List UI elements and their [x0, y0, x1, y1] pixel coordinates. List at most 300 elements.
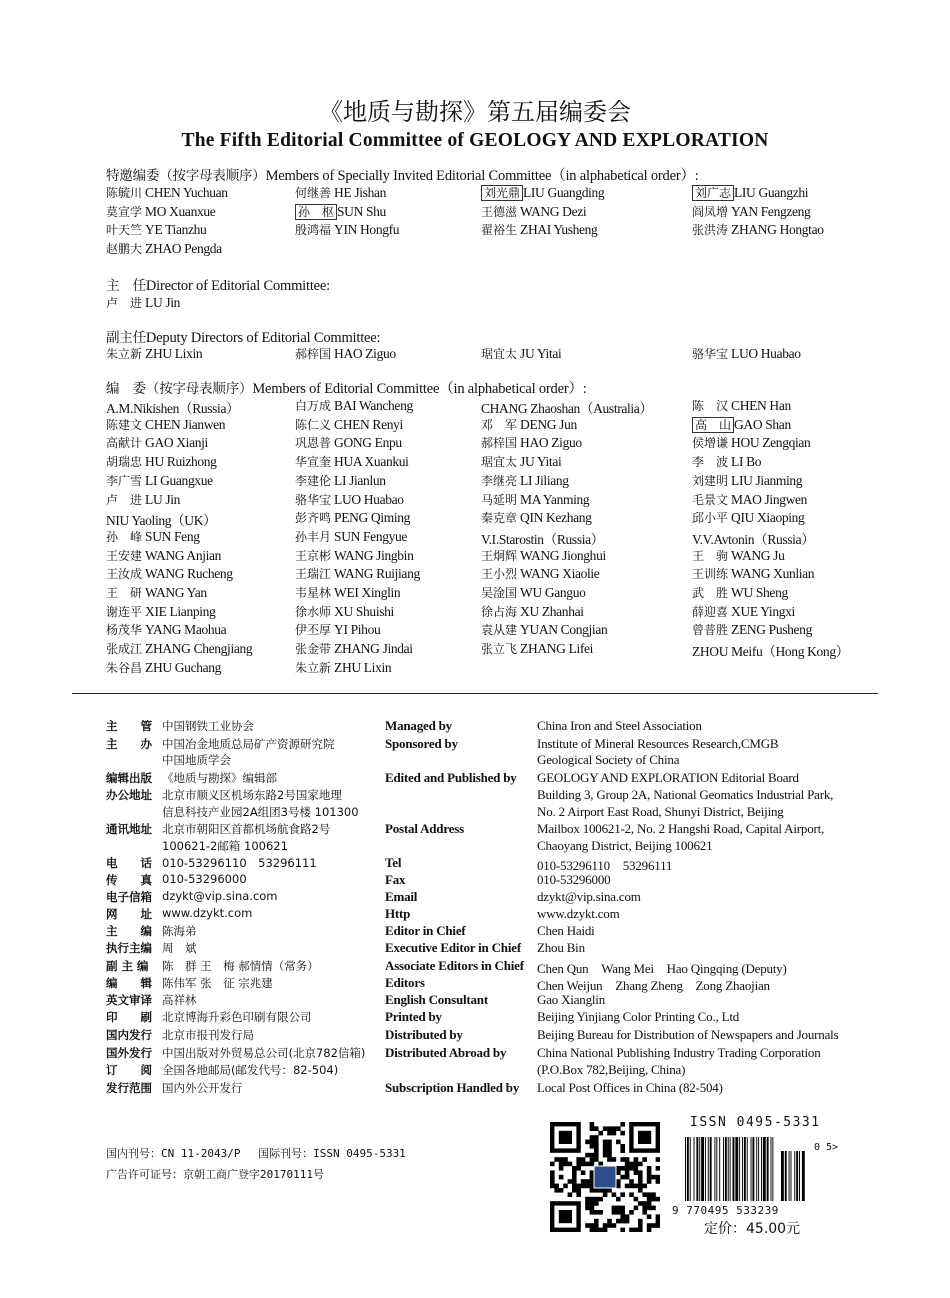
qr-module — [590, 1210, 595, 1215]
qr-module — [616, 1170, 621, 1175]
masthead-en-value: (P.O.Box 782,Beijing, China) — [537, 1062, 686, 1077]
member-name-cn: 郝梓国 — [295, 347, 332, 361]
qr-module — [642, 1192, 647, 1197]
member-name — [481, 453, 561, 470]
qr-module — [647, 1197, 652, 1202]
member-name-en: SUN Fengyue — [334, 528, 408, 544]
qr-module — [656, 1219, 660, 1224]
director-heading — [106, 274, 330, 295]
qr-module — [656, 1223, 660, 1228]
member-name-cn: 袁从建 — [481, 623, 518, 638]
qr-module — [576, 1192, 581, 1197]
barcode-bar — [719, 1137, 720, 1201]
barcode-bar — [767, 1137, 769, 1201]
masthead-en-value: Chaoyang District, Beijing 100621 — [537, 838, 713, 853]
masthead-cn-value: 北京博海升彩色印刷有限公司 — [162, 1010, 312, 1024]
footer-registration: 国内刊号：CN 11-2043/P 国际刊号：ISSN 0495-5331 — [106, 1147, 406, 1160]
qr-module — [620, 1157, 625, 1162]
masthead-en-value: Institute of Mineral Resources Research,CMGB — [537, 736, 779, 751]
qr-module — [629, 1162, 634, 1167]
qr-module — [607, 1188, 612, 1193]
masthead-cn-label: 国内发行 — [106, 1028, 152, 1042]
masthead-en-label: Executive Editor in Chief — [385, 940, 521, 955]
member-name-en: XU Shuishi — [334, 603, 394, 619]
member-name-cn: 谢连平 — [106, 604, 143, 619]
member-name-en: HU Ruizhong — [145, 454, 217, 470]
member-name-cn: 朱立新 — [106, 347, 143, 361]
qr-module — [590, 1153, 595, 1158]
member-name-cn: 王训练 — [692, 567, 729, 582]
member-name-cn: 王安建 — [106, 548, 143, 563]
qr-finder — [559, 1131, 572, 1144]
member-name-cn: 白万成 — [295, 399, 332, 413]
member-name — [106, 528, 200, 545]
member-name-cn: 卢 进 — [106, 296, 143, 310]
barcode-bar — [730, 1137, 731, 1201]
masthead-en-value: Geological Society of China — [537, 752, 680, 767]
member-name-en: LU Jin — [145, 295, 181, 310]
member-name-en: ZHANG Lifei — [520, 641, 594, 657]
member-name-cn: 张立飞 — [481, 642, 518, 657]
member-name-cn: 刘广志 — [692, 185, 734, 201]
qr-module — [647, 1228, 652, 1232]
member-name-cn: 王汝成 — [106, 567, 143, 582]
masthead-cn-value: 高祥林 — [162, 993, 197, 1007]
qr-module — [594, 1223, 599, 1228]
member-name-cn: 朱立新 — [295, 660, 332, 675]
masthead-cn-value: 信息科技产业园2A组团3号楼 101300 — [162, 805, 359, 819]
qr-module — [651, 1192, 656, 1197]
member-name — [106, 294, 180, 311]
masthead-cn-label: 主 管 — [106, 719, 152, 733]
masthead-en-label: English Consultant — [385, 992, 488, 1007]
member-name-en: ZHOU Meifu（Hong Kong） — [692, 644, 849, 660]
member-name-en: V.I.Starostin（Russia） — [481, 531, 604, 547]
member-name — [692, 621, 812, 638]
masthead-cn-value: 陈伟军 张 征 宗兆建 — [162, 976, 273, 990]
member-name — [481, 621, 607, 638]
qr-module — [647, 1206, 652, 1211]
qr-module — [594, 1228, 599, 1232]
qr-module — [642, 1157, 647, 1162]
member-name-cn: 孙 枢 — [295, 204, 337, 220]
member-name — [106, 640, 252, 657]
title-english: The Fifth Editorial Committee of GEOLOGY AND EXPLORATION — [181, 130, 769, 151]
masthead-cn-value: 北京市顺义区机场东路2号国家地理 — [162, 788, 342, 802]
barcode-bar — [690, 1137, 691, 1201]
masthead-en-label: Editors — [385, 975, 425, 990]
qr-module — [612, 1157, 617, 1162]
special-heading-en: Members of Specially Invited Editorial Committee（in alphabetical order）: — [265, 168, 699, 184]
barcode-addon-bar — [781, 1151, 784, 1201]
masthead-cn-value: www.dzykt.com — [162, 906, 253, 920]
qr-module — [603, 1144, 608, 1149]
barcode-bar — [710, 1137, 712, 1201]
member-name-en: PENG Qiming — [334, 510, 411, 526]
member-name-en: WANG Xunlian — [731, 566, 815, 582]
member-name-en: WU Ganguo — [520, 585, 586, 600]
qr-module — [625, 1166, 630, 1171]
barcode-bar — [772, 1137, 773, 1201]
barcode-bar — [685, 1137, 686, 1201]
masthead-cn-value: 中国出版对外贸易总公司(北京782信箱) — [162, 1046, 366, 1060]
qr-module — [629, 1210, 634, 1215]
price: 定价：45.00元 — [704, 1221, 801, 1237]
member-name-en: LUO Huabao — [731, 346, 801, 361]
masthead-cn-value: 北京市朝阳区首都机场航食路2号 — [162, 822, 331, 836]
masthead-en-value: GEOLOGY AND EXPLORATION Editorial Board — [537, 770, 799, 785]
member-name-en: YIN Hongfu — [334, 222, 400, 238]
qr-module — [642, 1210, 647, 1215]
masthead-cn-label: 国外发行 — [106, 1046, 152, 1060]
barcode-addon: 0 5> — [814, 1142, 839, 1153]
member-name-cn: 王京彬 — [295, 548, 332, 563]
member-name-en: ZHANG Hongtao — [731, 222, 824, 238]
member-name-cn: 华宣奎 — [295, 455, 332, 470]
qr-module — [647, 1179, 652, 1184]
masthead-cn-label: 发行范围 — [106, 1081, 152, 1095]
qr-module — [634, 1228, 639, 1232]
qr-module — [629, 1179, 634, 1184]
qr-module — [594, 1157, 599, 1162]
member-name — [692, 397, 791, 414]
member-name-cn: 翟裕生 — [481, 223, 518, 238]
qr-module — [572, 1175, 577, 1180]
members-heading — [106, 377, 587, 398]
member-name — [481, 203, 586, 220]
masthead-en-value: Chen Weijun Zhang Zheng Zong Zhaojian — [537, 978, 770, 993]
member-name — [692, 584, 788, 601]
masthead-en-label: Managed by — [385, 718, 452, 733]
qr-module — [581, 1170, 586, 1175]
member-name — [295, 659, 391, 676]
member-name-cn: 何继善 — [295, 186, 332, 200]
qr-module — [607, 1157, 612, 1162]
masthead-en-label: Distributed by — [385, 1027, 463, 1042]
member-name — [481, 509, 592, 526]
qr-module — [550, 1170, 555, 1175]
qr-module — [594, 1148, 599, 1153]
member-name-cn: 叶天竺 — [106, 223, 143, 238]
qr-module — [598, 1131, 603, 1136]
special-heading — [106, 164, 699, 185]
member-name-en: YI Pihou — [334, 622, 381, 638]
qr-module — [656, 1179, 660, 1184]
member-name-cn: 骆华宝 — [692, 347, 729, 361]
qr-module — [581, 1179, 586, 1184]
masthead-cn-value: 中国钢铁工业协会 — [162, 719, 254, 733]
member-name-cn: 薛迎喜 — [692, 604, 729, 619]
member-name-en: HAO Ziguo — [334, 346, 396, 361]
member-name — [481, 603, 584, 620]
qr-module — [629, 1184, 634, 1189]
barcode-bar — [728, 1137, 729, 1201]
member-name-cn: 王 研 — [106, 586, 143, 600]
qr-module — [642, 1184, 647, 1189]
member-name — [295, 603, 394, 620]
qr-module — [568, 1192, 573, 1197]
member-name — [106, 345, 202, 362]
member-name — [106, 603, 215, 620]
qr-module — [620, 1214, 625, 1219]
masthead-en-label: Edited and Published by — [385, 770, 517, 785]
masthead-cn-value: dzykt@vip.sina.com — [162, 889, 278, 903]
masthead-cn-value: 010-53296110 53296111 — [162, 856, 317, 870]
member-name-cn: 伊丕厚 — [295, 623, 332, 638]
qr-module — [616, 1126, 621, 1131]
member-name — [692, 221, 824, 238]
qr-module — [572, 1188, 577, 1193]
member-name — [481, 397, 653, 417]
qr-module — [612, 1210, 617, 1215]
qr-module — [594, 1140, 599, 1145]
masthead-en-label: Associate Editors in Chief — [385, 958, 524, 973]
member-name-en: CHEN Yuchuan — [145, 185, 228, 200]
qr-module — [620, 1210, 625, 1215]
member-name-cn: 张洪涛 — [692, 223, 729, 238]
member-name-en: CHEN Han — [731, 398, 791, 413]
qr-module — [590, 1126, 595, 1131]
member-name-en: YAN Fengzeng — [731, 203, 811, 219]
masthead-cn-value: 《地质与勘探》编辑部 — [162, 771, 277, 785]
barcode-bar — [771, 1137, 772, 1201]
qr-module — [572, 1179, 577, 1184]
member-name-en: GAO Shan — [734, 416, 791, 432]
masthead-en-label: Distributed Abroad by — [385, 1045, 507, 1060]
qr-module — [647, 1170, 652, 1175]
member-name-cn: 殷鸿福 — [295, 223, 332, 238]
qr-module — [616, 1219, 621, 1224]
barcode-addon-bar — [791, 1151, 792, 1201]
qr-module — [607, 1153, 612, 1158]
member-name-en: HAO Ziguo — [520, 435, 582, 451]
barcode-bar — [723, 1137, 724, 1201]
member-name-en: WANG Dezi — [520, 203, 587, 219]
qr-module — [572, 1170, 577, 1175]
qr-module — [563, 1157, 568, 1162]
member-name-en: WANG Xiaolie — [520, 566, 600, 582]
member-name-cn: 毛景文 — [692, 492, 729, 507]
member-name — [692, 453, 761, 470]
masthead-cn-value: 中国冶金地质总局矿产资源研究院 — [162, 737, 335, 751]
member-name-cn: 琚宜太 — [481, 347, 518, 361]
masthead-en-label: Http — [385, 906, 411, 921]
qr-module — [598, 1188, 603, 1193]
qr-module — [603, 1126, 608, 1131]
deputy-heading-cn: 副主任 — [106, 330, 146, 346]
masthead-cn-label: 电子信箱 — [106, 890, 152, 904]
qr-module — [620, 1148, 625, 1153]
qr-module — [607, 1219, 612, 1224]
member-name — [295, 547, 413, 564]
member-name-en: YANG Maohua — [145, 622, 227, 638]
qr-module — [590, 1157, 595, 1162]
qr-module — [625, 1219, 630, 1224]
qr-module — [642, 1206, 647, 1211]
qr-module — [634, 1197, 639, 1202]
masthead-cn-label: 编 辑 — [106, 976, 152, 990]
qr-module — [585, 1184, 590, 1189]
masthead-en-label: Sponsored by — [385, 736, 458, 751]
barcode-bar — [699, 1137, 700, 1201]
member-name-cn: 巩恩普 — [295, 436, 332, 451]
issn-label: ISSN 0495-5331 — [690, 1115, 821, 1130]
member-name — [481, 565, 599, 582]
masthead-en-value: Beijing Bureau for Distribution of Newspapers and Journals — [537, 1027, 839, 1042]
member-name-cn: 阎凤增 — [692, 204, 729, 219]
special-heading-cn: 特邀编委（按字母表顺序） — [106, 168, 266, 184]
qr-module — [616, 1179, 621, 1184]
masthead-en-value: China National Publishing Industry Trading Corporation — [537, 1045, 821, 1060]
qr-module — [625, 1184, 630, 1189]
qr-module — [585, 1162, 590, 1167]
qr-module — [620, 1144, 625, 1149]
barcode-bar — [761, 1137, 762, 1201]
qr-module — [594, 1153, 599, 1158]
member-name-cn: 高献计 — [106, 436, 143, 451]
qr-module — [638, 1223, 643, 1228]
deputy-heading-en: Deputy Directors of Editorial Committee: — [145, 330, 381, 346]
footer-ad-license: 广告许可证号：京朝工商广登字20170111号 — [106, 1168, 324, 1181]
member-name — [295, 397, 413, 414]
qr-finder — [638, 1131, 651, 1144]
qr-module — [576, 1157, 581, 1162]
member-name-cn: 陈仁义 — [295, 417, 332, 432]
barcode-addon-bar — [785, 1151, 787, 1201]
qr-module — [612, 1192, 617, 1197]
qr-module — [594, 1197, 599, 1202]
qr-module — [585, 1223, 590, 1228]
qr-logo — [594, 1166, 616, 1188]
member-name — [692, 565, 814, 582]
masthead-en-value: China Iron and Steel Association — [537, 718, 702, 733]
qr-module — [616, 1140, 621, 1145]
member-name-en: WANG Jionghui — [520, 547, 606, 563]
member-name — [692, 345, 801, 362]
masthead-en-value: 010-53296110 53296111 — [537, 858, 673, 873]
member-name-en: SUN Shu — [337, 203, 386, 219]
member-name — [692, 547, 784, 564]
qr-module — [634, 1157, 639, 1162]
qr-module — [559, 1157, 564, 1162]
qr-module — [616, 1184, 621, 1189]
qr-module — [651, 1175, 656, 1180]
member-name-en: WEI Xinglin — [334, 585, 401, 600]
member-name — [106, 547, 221, 564]
member-name — [295, 453, 409, 470]
qr-module — [559, 1175, 564, 1180]
member-name-en: QIU Xiaoping — [731, 510, 805, 526]
barcode-bar — [739, 1137, 740, 1201]
qr-finder — [559, 1210, 572, 1223]
qr-module — [603, 1228, 608, 1232]
qr-module — [568, 1162, 573, 1167]
member-name — [106, 434, 208, 451]
masthead-cn-value: 周 斌 — [162, 941, 197, 955]
qr-module — [607, 1148, 612, 1153]
masthead-cn-value: 中国地质学会 — [162, 753, 231, 767]
qr-module — [612, 1131, 617, 1136]
masthead-cn-value: 陈海弟 — [162, 924, 197, 938]
qr-module — [581, 1157, 586, 1162]
barcode-bar — [708, 1137, 709, 1201]
barcode-bar — [756, 1137, 757, 1201]
member-name-en: GONG Enpu — [334, 435, 402, 451]
member-name-en: HOU Zengqian — [731, 435, 811, 451]
member-name-cn: 李继亮 — [481, 473, 518, 488]
member-name-cn: 卢 进 — [106, 492, 143, 507]
member-name — [481, 640, 593, 657]
qr-module — [590, 1228, 595, 1232]
qr-module — [576, 1184, 581, 1189]
member-name — [106, 221, 206, 238]
member-name — [106, 203, 215, 220]
barcode-bar — [733, 1137, 735, 1201]
member-name-cn: 高 山 — [692, 417, 734, 433]
masthead-cn-value: 010-53296000 — [162, 872, 247, 886]
qr-module — [607, 1140, 612, 1145]
qr-module — [563, 1162, 568, 1167]
member-name — [295, 472, 386, 489]
qr-module — [634, 1162, 639, 1167]
member-name-cn: 莫宣学 — [106, 204, 143, 219]
member-name — [106, 621, 226, 638]
member-name — [295, 640, 413, 657]
qr-module — [625, 1214, 630, 1219]
qr-module — [634, 1166, 639, 1171]
qr-module — [616, 1206, 621, 1211]
member-name-en: MA Yanming — [520, 491, 590, 507]
masthead-en-label: Editor in Chief — [385, 923, 466, 938]
masthead-en-value: Zhou Bin — [537, 940, 585, 955]
member-name-en: MAO Jingwen — [731, 491, 808, 507]
masthead-en-value: No. 2 Airport East Road, Shunyi District, Beijing — [537, 804, 784, 819]
member-name — [106, 565, 233, 582]
masthead-en-value: dzykt@vip.sina.com — [537, 889, 641, 904]
qr-module — [550, 1162, 555, 1167]
member-name-en: CHEN Renyi — [334, 416, 403, 432]
member-name-en: LIU Guangzhi — [734, 185, 809, 200]
member-name-en: XU Zhanhai — [520, 603, 584, 619]
qr-module — [594, 1201, 599, 1206]
member-name-en: ZHAI Yusheng — [520, 222, 598, 238]
masthead-cn-label: 电 话 — [106, 856, 152, 870]
member-name-en: DENG Jun — [520, 416, 577, 432]
member-name-en: ZHU Guchang — [145, 659, 222, 675]
qr-module — [634, 1184, 639, 1189]
member-name — [295, 221, 399, 238]
qr-module — [620, 1192, 625, 1197]
member-name-en: WANG Anjian — [145, 547, 222, 563]
qr-module — [590, 1206, 595, 1211]
member-name-cn: 彭齐鸣 — [295, 511, 332, 526]
qr-module — [594, 1188, 599, 1193]
barcode-bar — [701, 1137, 704, 1201]
member-name-cn: 武 胜 — [692, 586, 729, 600]
member-name-en: ZHU Lixin — [334, 659, 392, 675]
member-name-cn: 孙丰月 — [295, 529, 332, 544]
qr-module — [559, 1166, 564, 1171]
qr-module — [563, 1184, 568, 1189]
qr-module — [554, 1188, 559, 1193]
member-name-cn: 秦克章 — [481, 511, 518, 526]
member-name-en: ZENG Pusheng — [731, 622, 812, 638]
member-name-en: WANG Yan — [145, 585, 207, 600]
member-name-en: LIU Jianming — [731, 472, 803, 488]
masthead-cn-value: 国内外公开发行 — [162, 1081, 243, 1095]
qr-module — [625, 1170, 630, 1175]
qr-module — [647, 1223, 652, 1228]
